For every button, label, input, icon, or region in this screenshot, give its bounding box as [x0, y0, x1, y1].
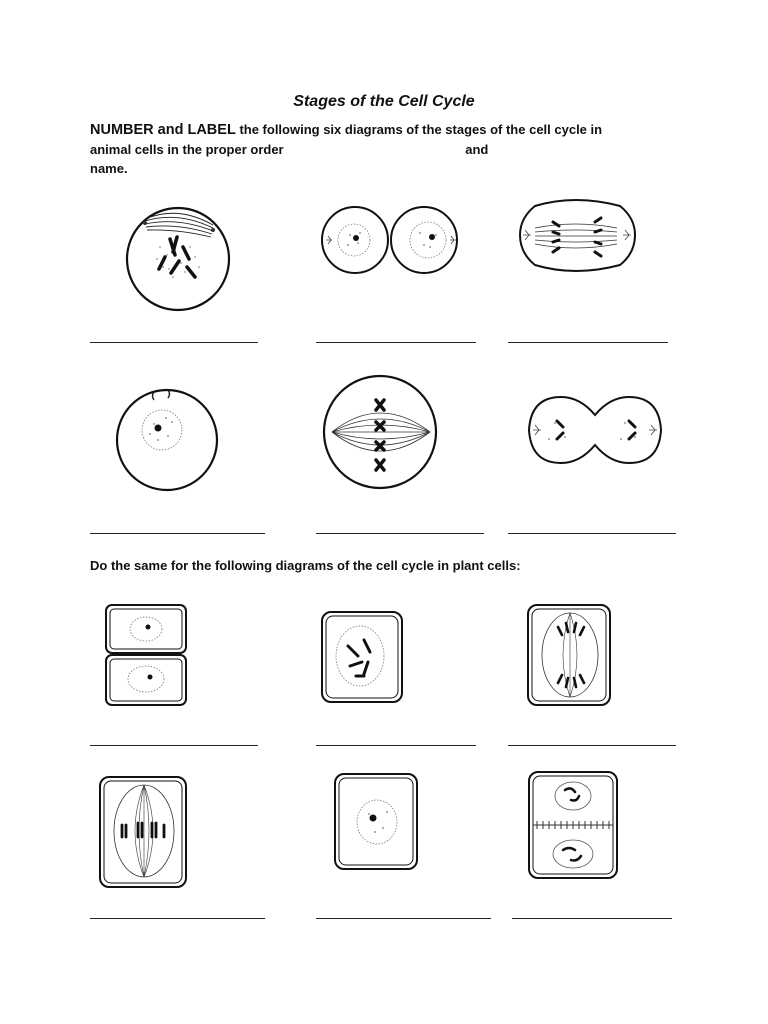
instruction-lead: NUMBER and LABEL	[90, 122, 236, 138]
answer-line[interactable]	[316, 745, 476, 746]
animal-cell-prophase-late	[115, 197, 245, 322]
instruction-text-1: the following six diagrams of the stages of the cell cycle in	[239, 122, 603, 137]
instruction-text-3: and	[465, 142, 489, 157]
answer-line[interactable]	[508, 745, 676, 746]
page-title: Stages of the Cell Cycle	[293, 93, 475, 110]
plant-cell-two-daughter-cells	[104, 603, 189, 708]
answer-line[interactable]	[316, 533, 484, 534]
plant-cell-anaphase	[526, 603, 614, 708]
answer-line[interactable]	[90, 342, 258, 343]
animal-cell-telophase	[525, 393, 665, 468]
answer-line[interactable]	[316, 918, 491, 919]
instruction-text-2: animal cells in the proper order	[90, 142, 284, 157]
instruction-text-4: name.	[90, 161, 128, 176]
answer-line[interactable]	[90, 745, 258, 746]
plant-cell-prophase	[320, 610, 405, 705]
answer-line[interactable]	[316, 342, 476, 343]
animal-cell-interphase	[110, 380, 230, 495]
animal-cell-two-daughter-cells	[320, 203, 460, 278]
animal-cell-anaphase	[515, 198, 640, 273]
plant-cell-interphase	[333, 772, 421, 872]
plant-cell-telophase	[527, 770, 619, 882]
plant-cell-metaphase	[98, 775, 190, 890]
instructions	[90, 120, 650, 178]
answer-line[interactable]	[508, 533, 676, 534]
plant-instruction: Do the same for the following diagrams of the cell cycle in plant cells:	[90, 558, 521, 573]
animal-cell-metaphase	[318, 372, 443, 492]
answer-line[interactable]	[90, 533, 265, 534]
answer-line[interactable]	[512, 918, 672, 919]
answer-line[interactable]	[90, 918, 265, 919]
answer-line[interactable]	[508, 342, 668, 343]
